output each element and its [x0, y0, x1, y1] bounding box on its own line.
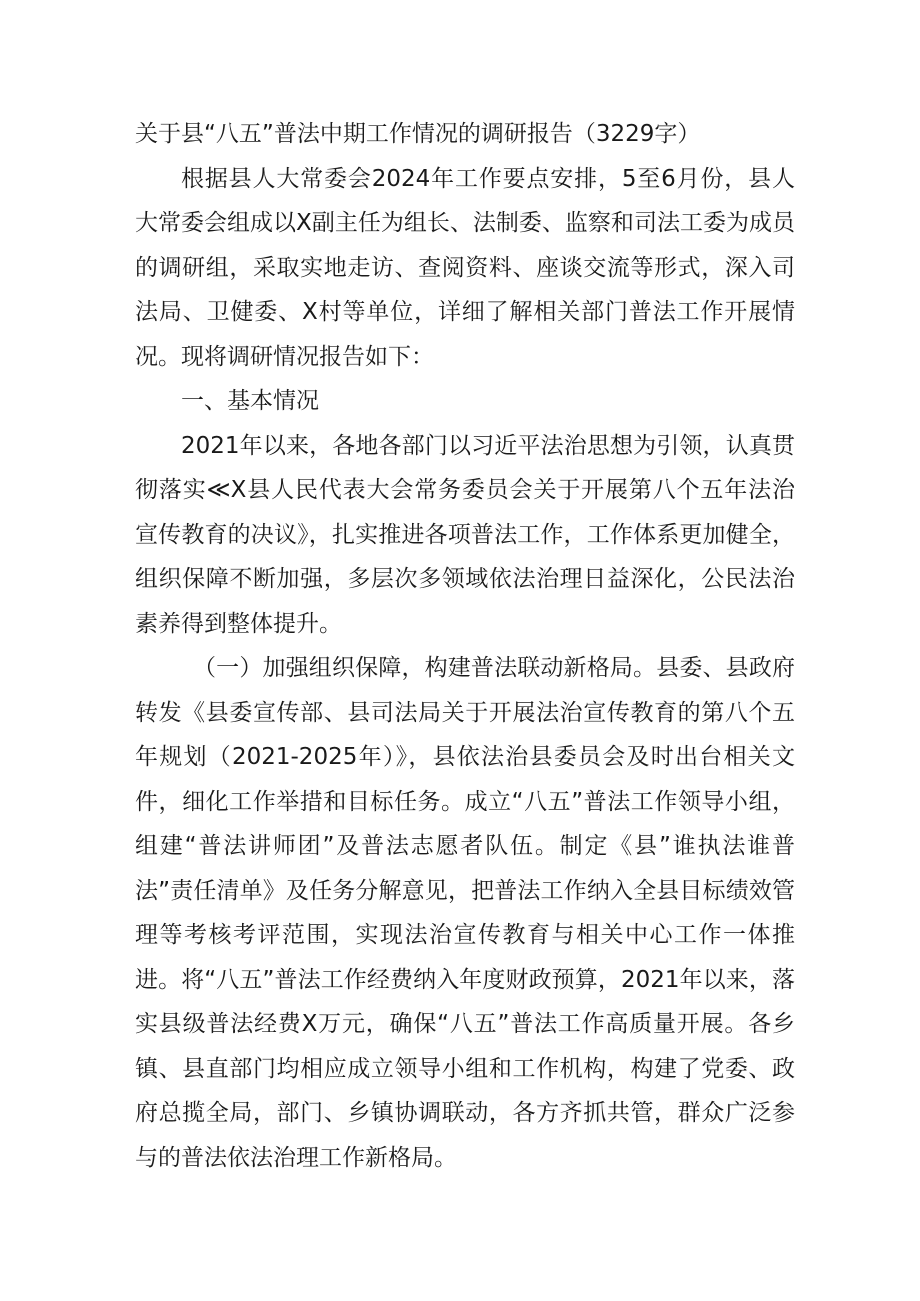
document-body: [135, 112, 795, 1180]
document-title: 关于县“八五”普法中期工作情况的调研报告（3229字）: [135, 121, 701, 147]
basic-situation-paragraph: 2021年以来，各地各部门以习近平法治思想为引领，认真贯彻落实≪X县人民代表大会常务委员会关于开展第八个五年法治宣传教育的决议》，扎实推进各项普法工作，工作体系更加健全，组织保障不断加强，多层次多领域依法治理日益深化，公民法治素养得到整体提升。: [135, 432, 795, 637]
intro-paragraph: 根据县人大常委会2024年工作要点安排，5至6月份，县人大常委会组成以X副主任为组长、法制委、监察和司法工委为成员的调研组，采取实地走访、查阅资料、座谈交流等形式，深入司法局、卫健委、X村等单位，详细了解相关部门普法工作开展情况。现将调研情况报告如下：: [135, 165, 795, 370]
section-heading-basic-situation: 一、基本情况: [181, 388, 319, 414]
organizational-guarantee-paragraph: （一）加强组织保障，构建普法联动新格局。县委、县政府转发《县委宣传部、县司法局关于开展法治宣传教育的第八个五年规划（2021-2025年）》，县依法治县委员会及时出台相关文件，细化工作举措和目标任务。成立“八五”普法工作领导小组，组建“普法讲师团”及普法志愿者队伍。制定《县”谁执法谁普法”责任清单》及任务分解意见，把普法工作纳入全县目标绩效管理等考核考评范围，实现法治宣传教育与相关中心工作一体推进。将“八五”普法工作经费纳入年度财政预算，2021年以来，落实县级普法经费X万元，确保“八五”普法工作高质量开展。各乡镇、县直部门均相应成立领导小组和工作机构，构建了党委、政府总揽全局，部门、乡镇协调联动，各方齐抓共管，群众广泛参与的普法依法治理工作新格局。: [135, 655, 795, 1171]
